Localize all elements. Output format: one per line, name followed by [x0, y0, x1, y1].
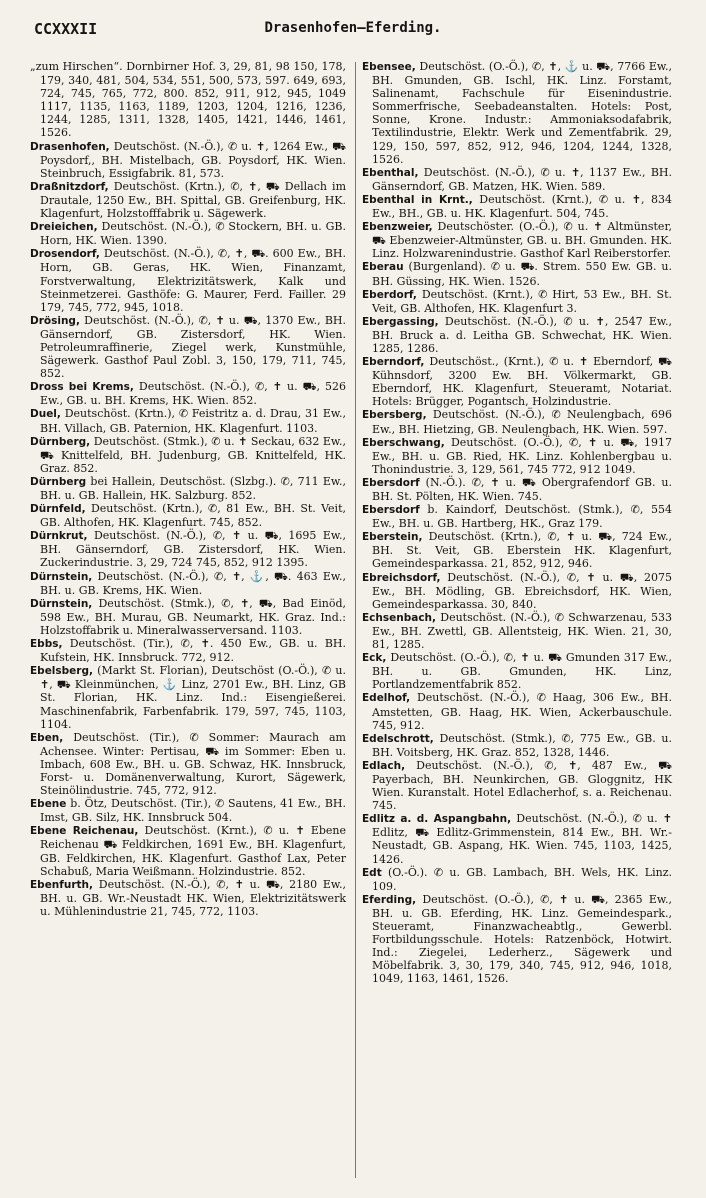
entry-text: (Markt St. Florian), Deutschöst (O.-Ö.), ✆ u. ✝, ⛟ Kleinmünchen, ⚓ Linz, 2701 Ew., BH. Linz, GB St. Florian, HK. Linz. Ind.: Eisengießerei. Maschinenfabrik, Farbenfabrik. 179, 597, 745, 1103, 1104.: [40, 664, 346, 731]
gazetteer-entry: [362, 503, 672, 530]
entry-text: Deutschöst. (Tir.), ✆, ✝. 450 Ew., GB. u. BH. Kufstein, HK. Innsbruck. 772, 912.: [40, 637, 346, 665]
gazetteer-entry: [362, 436, 672, 476]
gazetteer-entry: [30, 824, 346, 877]
entry-text: Deutschöst. (Krtn.), ✆, ✝, ⛟ Dellach im Drautale, 1250 Ew., BH. Spittal, GB. Greifenburg, HK. Klagenfurt, Holzstofffabrik u. Sägewerk.: [40, 179, 346, 221]
gazetteer-entry: [362, 691, 672, 731]
gazetteer-entry: [362, 893, 672, 986]
entry-headword: Ebenthal in Krnt.,: [362, 193, 473, 206]
gazetteer-entry: [362, 866, 672, 893]
gazetteer-entry: [30, 797, 346, 824]
entry-text: Deutschöst. (Krnt.), ✆ u. ✝, 834 Ew., BH., GB. u. HK. Klagenfurt. 504, 745.: [372, 192, 673, 221]
entry-headword: Eberndorf,: [362, 356, 425, 369]
gazetteer-entry: [362, 288, 672, 315]
gazetteer-entry: [30, 407, 346, 434]
entry-headword: Eferding,: [362, 893, 417, 906]
gazetteer-entry: [362, 611, 672, 651]
entry-headword: Ebersdorf: [362, 476, 420, 489]
entry-headword: Dürnfeld,: [30, 503, 86, 516]
gazetteer-entry: [30, 380, 346, 407]
gazetteer-entry: [30, 247, 346, 313]
entry-headword: Edelhof,: [362, 692, 411, 705]
entry-headword: Drösing,: [30, 314, 80, 327]
gazetteer-entry: [30, 502, 346, 529]
entry-text: Deutschöst. (O.-Ö.), ✆, ✝, ⚓ u. ⛟, 7766 Ew., BH. Gmunden, GB. Ischl, HK. Linz. Forstamt, Salinenamt, Fachschule für Eisenindustrie. Sommerfrische, Seebadeanstalten. Hotels: Post, Sonne, Krone. Industr.: Ammoniaksodafabrik, Textilindustrie, Elektr. Werk und Zementfabrik. 29, 129, 150, 597, 852, 912, 946, 1204, 1244, 1328, 1526.: [372, 60, 672, 166]
gazetteer-entry: [362, 260, 672, 287]
entry-headword: Ebenfurth,: [30, 878, 93, 891]
entry-headword: Ebensee,: [362, 61, 416, 73]
entry-headword: Edelschrott,: [362, 732, 434, 745]
gazetteer-entry: [362, 355, 672, 408]
entry-text: (O.-Ö.). ✆ u. GB. Lambach, BH. Wels, HK. Linz. 109.: [372, 865, 672, 893]
entry-text: Deutschöst. (N.-Ö.), ✆, ✝, ⚓, ⛟. 463 Ew., BH. u. GB. Krems, HK. Wien.: [40, 569, 346, 597]
entry-text: Deutschöst. (Stmk.), ✆ u. ✝ Seckau, 632 Ew., ⛟ Knittelfeld, BH. Judenburg, GB. Knittelfeld, HK. Graz. 852.: [40, 434, 346, 475]
entry-text: Deutschöst. (N.-Ö.), ✆ Stockern, BH. u. GB. Horn, HK. Wien. 1390.: [40, 220, 346, 248]
entry-text: Deutschöst. (Krtn.), ✆, 81 Ew., BH. St. Veit, GB. Althofen, HK. Klagenfurt. 745, 852.: [40, 502, 346, 530]
gazetteer-entry: [30, 435, 346, 475]
entry-text: Deutschöst. (Stmk.), ✆, ✝, ⛟, Bad Einöd, 598 Ew., BH. Murau, GB. Neumarkt, HK. Graz. Ind.: Holzstoffabrik u. Mineralwasserversand. 1103.: [40, 596, 346, 637]
entry-headword: Draßnitzdorf,: [30, 180, 109, 193]
entry-text: Deutschöst. (N.-Ö.), ✆, ✝ u. ⛟, 1370 Ew., BH. Gänserndorf, GB. Zistersdorf, HK. Wien. Petroleumraffinerie, Ziegel werk, Kunstmühle, Sägewerk. Gasthof Paul Zobl. 3, 150, 179, 711, 745, 852.: [40, 313, 346, 381]
entry-text: Deutschöst. (N.-Ö.), ✆, ✝ u. ⛟, 1695 Ew., BH. Gänserndorf, GB. Zistersdorf, HK. Wien. Zuckerindustrie. 3, 29, 724 745, 852, 912 1395.: [40, 529, 346, 570]
gazetteer-entry: [362, 315, 672, 355]
entry-text: Deutschöst. (Krtn.), ✆, ✝ u. ⛟, 724 Ew., BH. St. Veit, GB. Eberstein HK. Klagenfurt, Gemeindesparkassa. 21, 852, 912, 946.: [372, 530, 672, 571]
entry-headword: Ebersberg,: [362, 409, 427, 422]
entry-text: Deutschöst. (N.-Ö.), ✆ Haag, 306 Ew., BH. Amstetten, GB. Haag, HK. Wien, Ackerbauschule. 745, 912.: [372, 691, 672, 732]
gazetteer-entry: [30, 878, 346, 918]
entry-text: Deutschöst. (Stmk.), ✆, 775 Ew., GB. u. BH. Voitsberg, HK. Graz. 852, 1328, 1446.: [372, 731, 672, 759]
gazetteer-entry: [362, 759, 672, 812]
entry-headword: Ebersdorf: [362, 504, 420, 517]
gazetteer-entry: [362, 530, 672, 570]
gazetteer-entry: [30, 220, 346, 247]
entry-headword: Eberstein,: [362, 531, 423, 544]
gazetteer-entry: [362, 476, 672, 503]
gazetteer-entry: [362, 571, 672, 611]
gazetteer-entry: [30, 180, 346, 220]
gazetteer-entry: [30, 597, 346, 637]
gazetteer-entry: [30, 731, 346, 797]
gazetteer-entry: [362, 166, 672, 193]
entry-text: Deutschöst. (O.-Ö.), ✆, ✝ u. ⛟, 2365 Ew., BH. u. GB. Eferding, HK. Linz. Gemeindespark., Steueramt, Finanzwacheabtlg., Gewerbl. Fortbildungsschule. Hotels: Ratzenböck, Hotwirt. Ind.: Ziegelei, Lederherz., Sägewerk und Möbelfabrik. 3, 30, 179, 340, 745, 912, 946, 1018, 1049, 1163, 1461, 1526.: [372, 892, 672, 986]
entry-text: Deutschöst. (Krnt.), ✆ Hirt, 53 Ew., BH. St. Veit, GB. Althofen, HK. Klagenfurt 3.: [372, 287, 672, 315]
right-column: [362, 60, 672, 985]
gazetteer-entry: [362, 60, 672, 166]
entry-headword: Eberdorf,: [362, 288, 417, 301]
entry-headword: Ebergassing,: [362, 315, 439, 328]
entry-text: Deutschöst. (N.-Ö.), ✆, ✝, 487 Ew., ⛟ Payerbach, BH. Neunkirchen, GB. Gloggnitz, HK Wien. Kuranstalt. Hotel Edlacherhof, s. a. Reichenau. 745.: [372, 758, 672, 813]
column-divider: [355, 62, 356, 1178]
entry-headword: Dross bei Krems,: [30, 381, 134, 394]
entry-text: Deutschöster. (O.-Ö.), ✆ u. ✝ Altmünster, ⛟ Ebenzweier-Altmünster, GB. u. BH. Gmunden. HK. Linz. Holzwarenindustrie. Gasthof Karl Reiberstorfer.: [372, 220, 672, 261]
entry-text: Deutschöst. (Tir.), ✆ Sommer: Maurach am Achensee. Winter: Pertisau, ⛟ im Sommer: Eben u. Imbach, 608 Ew., BH. u. GB. Schwaz, HK. Innsbruck, Forst- u. Domänenverwaltung, Kurort, Sägewerk, Steinölindustrie. 745, 772, 912.: [40, 730, 346, 798]
entry-text: Deutschöst. (N.-Ö.), ✆, ✝ u. ⛟, 526 Ew., GB. u. BH. Krems, HK. Wien. 852.: [40, 380, 347, 408]
entry-headword: Ebelsberg,: [30, 665, 93, 678]
entry-text: Deutschöst. (N.-Ö.), ✆ Schwarzenau, 533 Ew., BH. Zwettl, GB. Allentsteig, HK. Wien. 21, 30, 81, 1285.: [372, 610, 672, 652]
entry-text: Deutschöst., (Krnt.), ✆ u. ✝ Eberndorf, ⛟ Kühnsdorf, 3200 Ew. BH. Völkermarkt, GB. Eberndorf, HK. Klagenfurt, Steueramt, Notariat. Hotels: Brügger, Pogantsch, Holzindustrie.: [372, 355, 672, 409]
gazetteer-entry: [30, 570, 346, 597]
gazetteer-entry: [30, 60, 346, 140]
entry-headword: Echsenbach,: [362, 611, 437, 624]
entry-headword: Ebbs,: [30, 638, 63, 651]
gazetteer-entry: [30, 314, 346, 380]
entry-headword: Eck,: [362, 652, 387, 665]
entry-headword: Dürnstein,: [30, 570, 93, 583]
entry-headword: Ebene: [30, 798, 67, 811]
entry-text: Deutschöst. (N.-Ö.), ✆ u. ✝, 1137 Ew., BH. Gänserndorf, GB. Matzen, HK. Wien. 589.: [372, 165, 672, 193]
entry-headword: Dürnstein,: [30, 597, 93, 610]
entry-headword: Ebreichsdorf,: [362, 571, 441, 584]
entry-text: Deutschöst. (O.-Ö.), ✆, ✝ u. ⛟, 1917 Ew., BH. u. GB. Ried, HK. Linz. Kohlenbergbau u. Thonindustrie. 3, 129, 561, 745 772, 912 1049.: [372, 435, 672, 476]
entry-headword: Edt: [362, 866, 382, 879]
entry-headword: Eben,: [30, 731, 64, 744]
entry-text: Deutschöst. (N.-Ö.), ✆ Neulengbach, 696 Ew., BH. Hietzing, GB. Neulengbach, HK. Wien. 597.: [372, 408, 672, 436]
entry-headword: Eberschwang,: [362, 436, 445, 449]
entry-headword: Dürnberg: [30, 475, 87, 488]
gazetteer-entry: [362, 220, 672, 260]
gazetteer-entry: [30, 637, 346, 664]
running-head: Drasenhofen—Eferding.: [264, 20, 442, 36]
entry-headword: Edlitz a. d. Aspangbahn,: [362, 813, 512, 826]
entry-headword: Eberau: [362, 261, 404, 274]
entry-text: Deutschöst. (N.-Ö.), ✆, ✝ u. ⛟, 2075 Ew., BH. Mödling, GB. Ebreichsdorf, HK. Wien, Gemeindesparkassa. 30, 840.: [372, 570, 672, 611]
gazetteer-entry: [30, 664, 346, 730]
gazetteer-entry: [362, 408, 672, 435]
entry-text: (Burgenland). ✆ u. ⛟. Strem. 550 Ew. GB. u. BH. Güssing, HK. Wien. 1526.: [372, 260, 672, 288]
page-number: CCXXXII: [34, 20, 98, 38]
entry-text: Deutschöst. (N.-Ö.), ✆, ✝ u. ⛟, 2180 Ew., BH. u. GB. Wr.-Neustadt HK. Wien, Elektrizitätswerk u. Mühlenindustrie 21, 745, 772, 1103.: [40, 877, 346, 918]
entry-text: Deutschöst. (Krnt.), ✆ u. ✝ Ebene Reichenau ⛟ Feldkirchen, 1691 Ew., BH. Klagenfurt, GB. Feldkirchen, HK. Klagenfurt. Gasthof Lax, Peter Schabuß, Maria Weißmann. Holzindustrie. 852.: [40, 824, 347, 878]
entry-text: (N.-Ö.). ✆, ✝ u. ⛟ Obergrafendorf GB. u. BH. St. Pölten, HK. Wien. 745.: [372, 475, 672, 503]
entry-headword: Dreieichen,: [30, 221, 98, 234]
entry-text: Deutschöst. (Krtn.), ✆ Feistritz a. d. Drau, 31 Ew., BH. Villach, GB. Paternion, HK. Klagenfurt. 1103.: [40, 407, 346, 435]
entry-headword: Ebene Reichenau,: [30, 825, 139, 838]
entry-text: Deutschöst. (N.-Ö.), ✆ u. ✝, 1264 Ew., ⛟ Poysdorf,, BH. Mistelbach, GB. Poysdorf, HK. Wien. Steinbruch, Essigfabrik. 81, 573.: [40, 139, 346, 180]
entry-headword: Dürnberg,: [30, 435, 91, 448]
entry-headword: Dürnkrut,: [30, 530, 88, 543]
gazetteer-entry: [30, 140, 346, 180]
left-column: [30, 60, 346, 918]
entry-headword: Ebenthal,: [362, 166, 419, 179]
gazetteer-entry: [362, 732, 672, 759]
entry-headword: Ebenzweier,: [362, 221, 433, 234]
entry-text: bei Hallein, Deutschöst. (Slzbg.). ✆, 711 Ew., BH. u. GB. Hallein, HK. Salzburg. 852.: [40, 474, 346, 502]
entry-text: Deutschöst. (N.-Ö.), ✆ u. ✝ Edlitz, ⛟ Edlitz-Grimmenstein, 814 Ew., BH. Wr.-Neustadt, GB. Aspang, HK. Wien. 745, 1103, 1425, 1426.: [372, 812, 672, 866]
entry-text: Deutschöst. (O.-Ö.), ✆, ✝ u. ⛟ Gmunden 317 Ew., BH. u. GB. Gmunden, HK. Linz, Portlandzementfabrik 852.: [372, 651, 672, 692]
entry-headword: Drosendorf,: [30, 248, 100, 261]
entry-headword: Drasenhofen,: [30, 140, 110, 153]
entry-text: „zum Hirschen“. Dornbirner Hof. 3, 29, 81, 98 150, 178, 179, 340, 481, 504, 534, 551, 500, 573, 597. 649, 693, 724, 745, 765, 772, 800. 852, 911, 912, 945, 1049 1117, 1135, 1163, 1189, 1203, 1204, 1216, 1236, 1244, 1285, 1311, 1328, 1405, 1421, 1446, 1461, 1526.: [30, 60, 346, 140]
entry-text: Deutschöst. (N.-Ö.), ✆ u. ✝, 2547 Ew., BH. Bruck a. d. Leitha GB. Schwechat, HK. Wien. 1285, 1286.: [372, 314, 672, 355]
gazetteer-entry: [30, 475, 346, 502]
gazetteer-entry: [362, 193, 672, 220]
entry-text: b. Kaindorf, Deutschöst. (Stmk.), ✆, 554 Ew., BH. u. GB. Hartberg, HK., Graz 179.: [372, 503, 672, 531]
entry-headword: Edlach,: [362, 759, 406, 772]
entry-text: b. Ötz, Deutschöst. (Tir.), ✆ Sautens, 41 Ew., BH. Imst, GB. Silz, HK. Innsbruck 504.: [40, 797, 346, 825]
gazetteer-entry: [30, 529, 346, 569]
entry-headword: Duel,: [30, 408, 61, 421]
gazetteer-entry: [362, 651, 672, 691]
entry-text: Deutschöst. (N.-Ö.), ✆, ✝, ⛟. 600 Ew., BH. Horn, GB. Geras, HK. Wien, Finanzamt, Forstverwaltung, Elektrizitätswerk, Kalk und Steinmetzerei. Gasthöfe: G. Maurer, Ferd. Failler. 29 179, 745, 772, 945, 1018.: [40, 247, 346, 314]
gazetteer-entry: [362, 812, 672, 865]
